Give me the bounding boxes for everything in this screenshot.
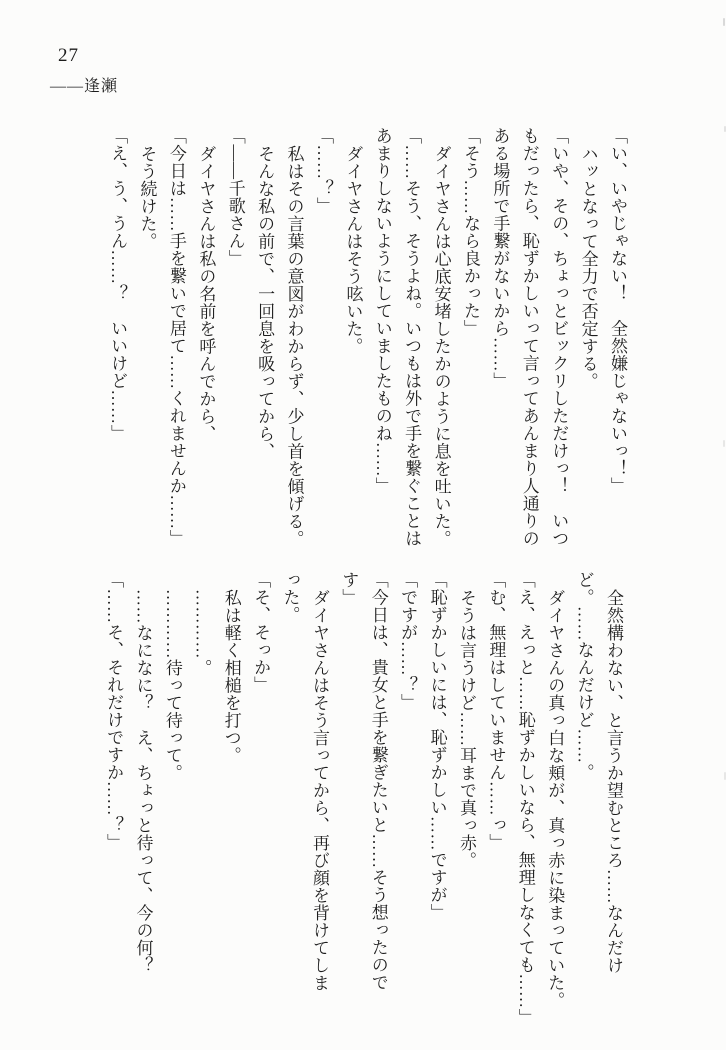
text-line: あまりしないようにしていましたものね……」 — [372, 127, 392, 495]
text-line: 全然構わない、と言うか望むところ……なんだけ — [604, 588, 623, 974]
text-line: 「そう……なら良かった」 — [460, 127, 480, 337]
text-line: 「恥ずかしいには、恥ずかしい……ですが」 — [427, 571, 447, 921]
text-line: 私は軽く相槌を打つ。 — [221, 588, 241, 764]
text-line: 「……そう、そうよね。いつもは外で手を繋ぐことは — [402, 127, 422, 547]
text-line: ど。……なんだけど……。 — [574, 571, 594, 781]
text-line: ……なになに？ え、ちょっと待って、今の何？ — [133, 588, 153, 974]
text-line: 私はその言葉の意図がわからず、少し首を傾げる。 — [284, 144, 304, 547]
text-line: ダイヤさんは心底安堵したかのように息を吐いた。 — [431, 144, 451, 547]
text-line: 「ですが……？」 — [398, 571, 418, 711]
text-line: 「今日は……手を繋いで居て……くれませんか……」 — [166, 127, 186, 547]
scan-artifact — [723, 18, 725, 26]
text-line: 「——千歌さん」 — [225, 127, 245, 267]
chapter-header: ——逢瀬 — [50, 78, 119, 95]
text-line: そんな私の前で、一回息を吸ってから、 — [255, 144, 275, 460]
text-line: 「い、いやじゃない！ 全然嫌じゃないっ！」 — [608, 127, 627, 495]
text-block-top — [103, 127, 632, 575]
text-line: 「今日は、貴女と手を繋ぎたいと……そう想ったので — [368, 571, 388, 991]
text-line: 「そ、そっか」 — [251, 571, 271, 694]
text-line: そうは言うけど……耳まで真っ赤。 — [456, 588, 476, 869]
text-line: もだったら、恥ずかしいって言ってあんまり人通りの — [519, 127, 539, 547]
text-line: 「え、う、うん……？ いいけど……」 — [108, 127, 128, 442]
page-number: 27 — [58, 45, 79, 66]
text-line: 「いや、その、ちょっとビックリしただけっ！ いつ — [549, 127, 569, 547]
text-line: ダイヤさんは私の名前を呼んでから、 — [196, 144, 216, 442]
text-line: 「え、えっと……恥ずかしいなら、無理しなくても……」 — [515, 571, 535, 1026]
text-line: った。 — [280, 571, 300, 624]
text-line: 「……？」 — [313, 127, 333, 215]
text-line: ダイヤさんはそう言ってから、再び顔を背けてしま — [309, 588, 329, 991]
text-line: …………。 — [192, 588, 212, 676]
text-line: そう続けた。 — [137, 144, 157, 250]
text-line: す」 — [339, 571, 359, 606]
text-line: ある場所で手繋がないから……」 — [490, 127, 510, 390]
text-line: ダイヤさんの真っ白な頬が、真っ赤に染まっていた。 — [545, 588, 565, 1009]
text-line: ハッとなって全力で否定する。 — [578, 144, 598, 390]
text-line: 「む、無理はしていません……っ」 — [486, 571, 506, 851]
text-line: ダイヤさんはそう呟いた。 — [343, 144, 363, 355]
text-line: …………待って待って。 — [162, 588, 182, 781]
text-line: 「……そ、それだけですか……？」 — [104, 571, 124, 851]
text-block-bottom — [99, 571, 628, 1031]
scan-artifact — [723, 440, 725, 447]
